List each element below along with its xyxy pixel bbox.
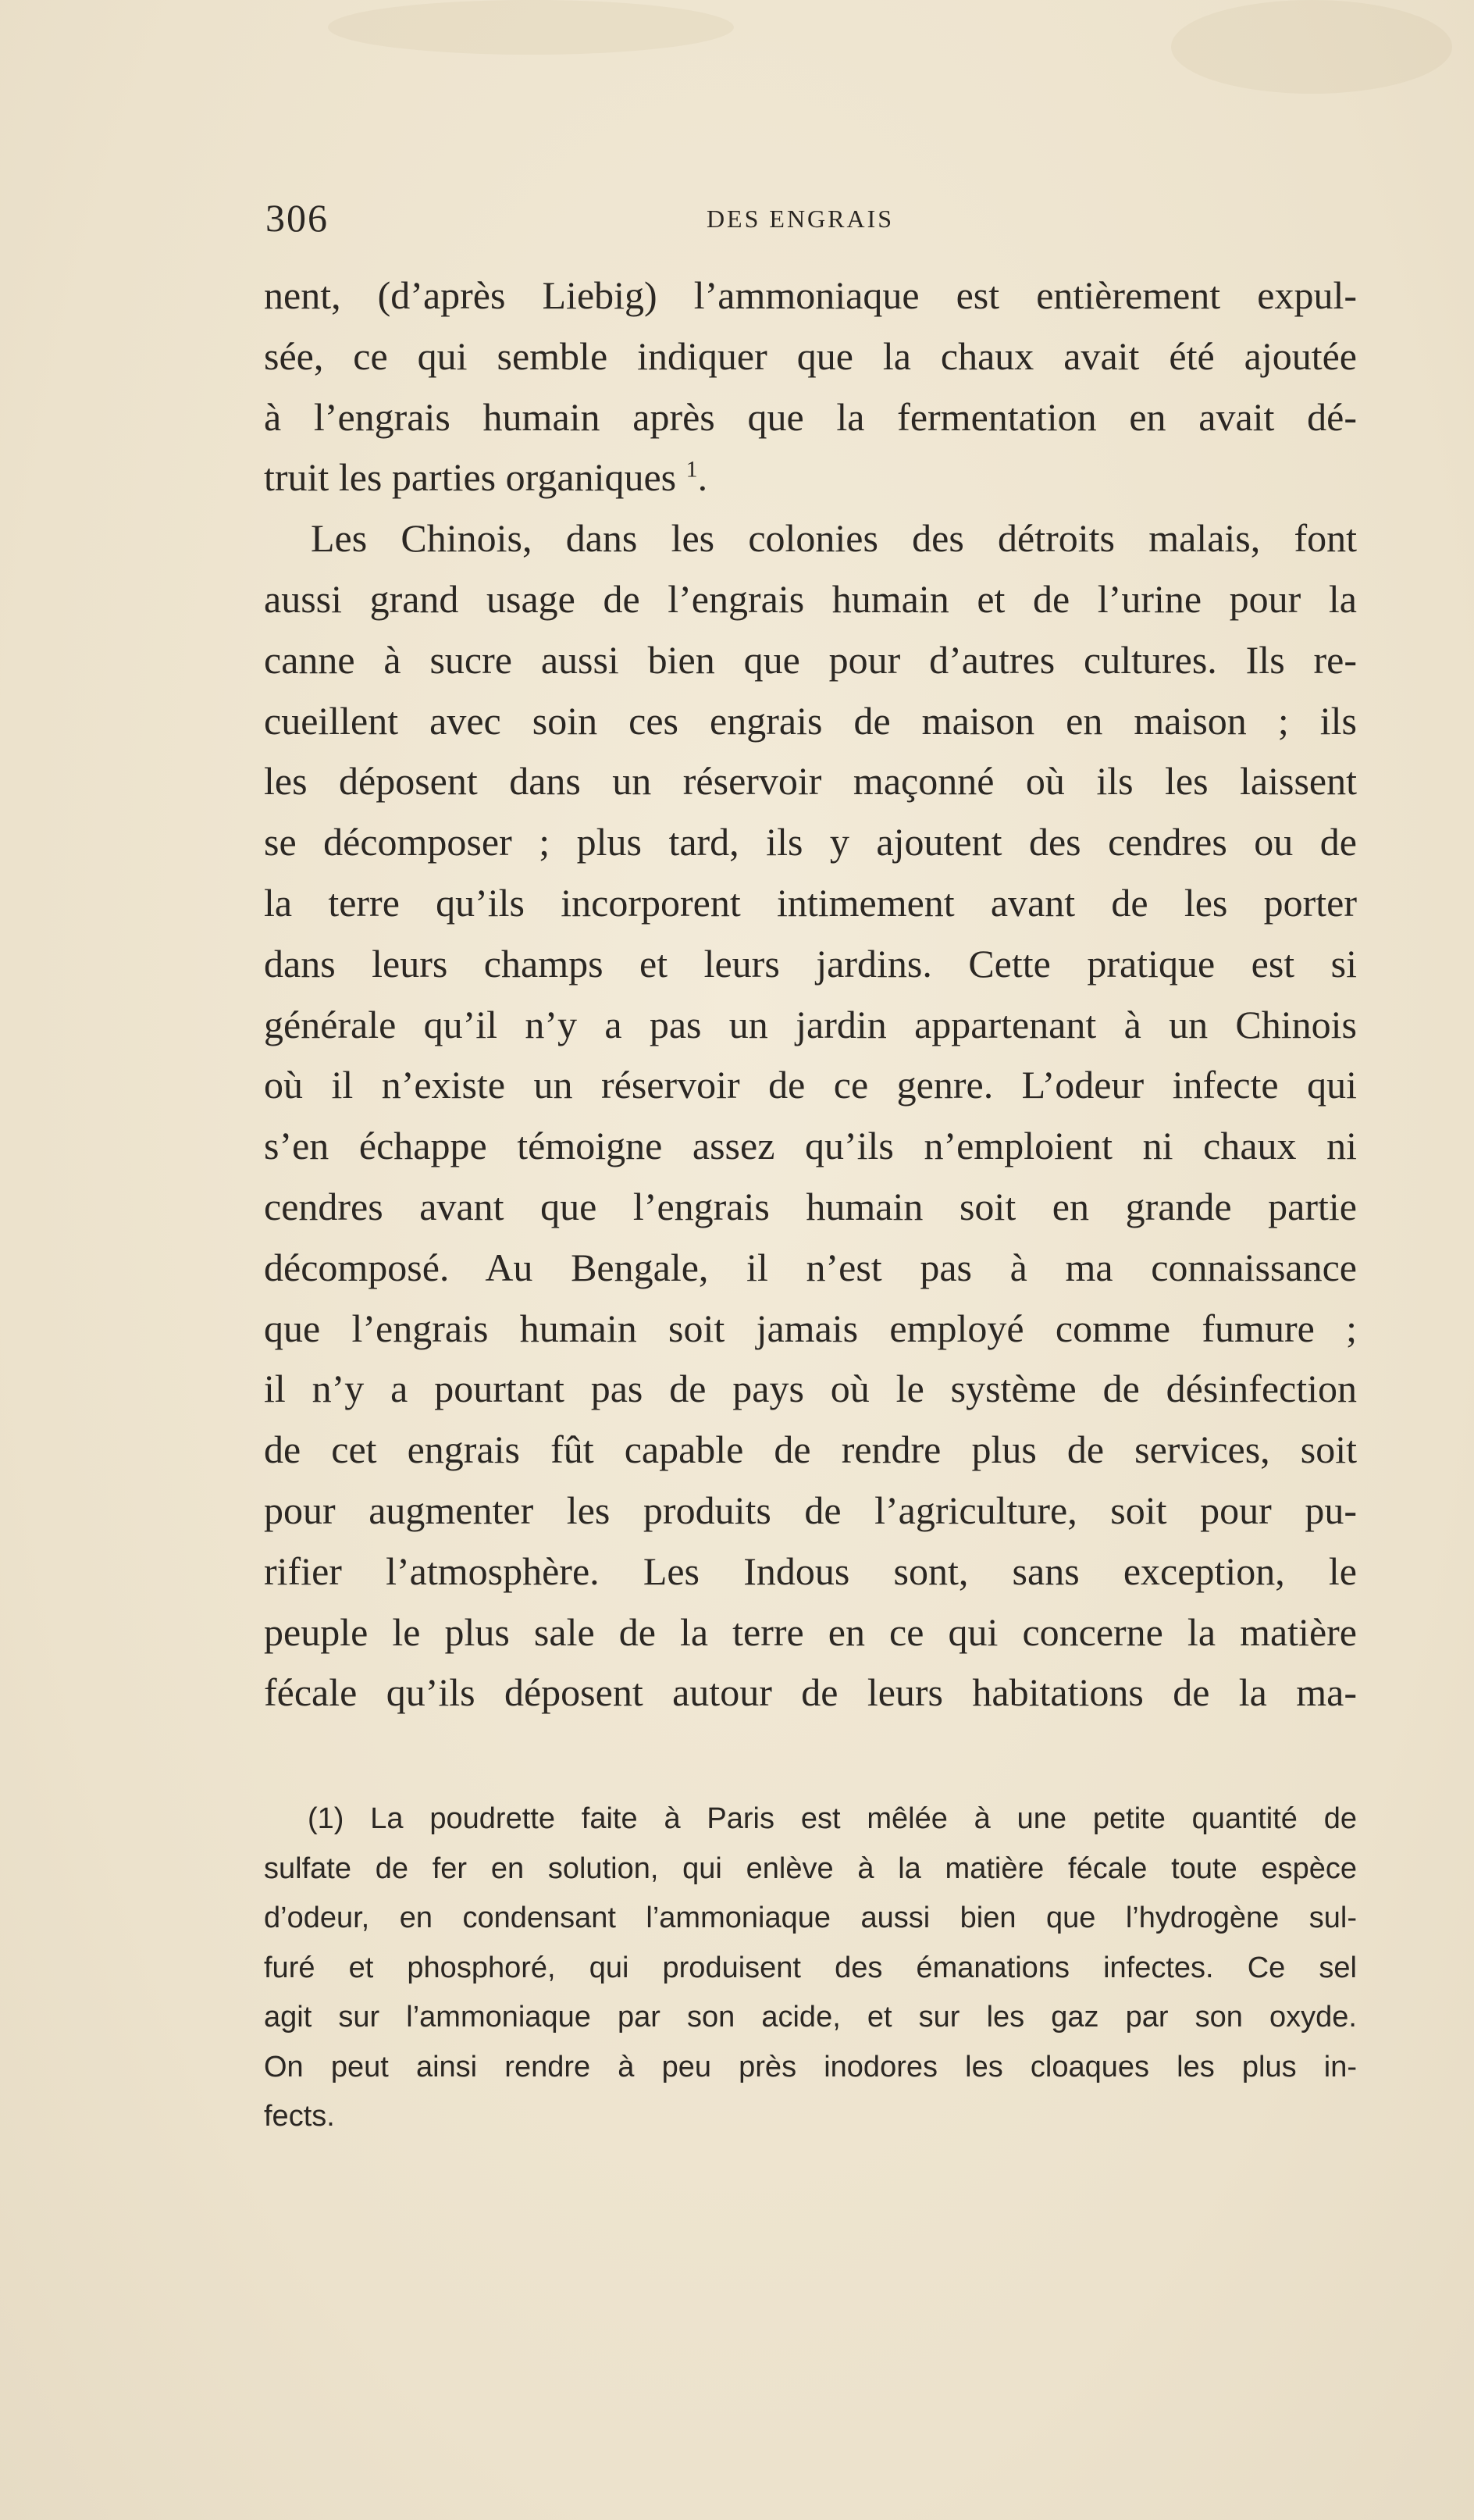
body-line: les déposent dans un réservoir maçonné où ils les laissent [264, 759, 1357, 804]
footnote-line: agit sur l’ammoniaque par son acide, et sur les gaz par son oxyde. [264, 2001, 1357, 2033]
body-line: générale qu’il n’y a pas un jardin appartenant à un Chinois [264, 1002, 1357, 1046]
body-line: s’en échappe témoigne assez qu’ils n’emploient ni chaux ni [264, 1124, 1357, 1168]
body-line [264, 447, 1357, 508]
body-line: où il n’existe un réservoir de ce genre. L’odeur infecte qui [264, 1063, 1357, 1107]
body-line: à l’engrais humain après que la fermentation en avait dé- [264, 394, 1357, 439]
body-line: canne à sucre aussi bien que pour d’autres cultures. Ils re- [264, 637, 1357, 682]
footnote-line: (1) La poudrette faite à Paris est mêlée à une petite quantité de [308, 1802, 1357, 1835]
running-title: DES ENGRAIS [706, 205, 895, 233]
body-line: nent, (d’après Liebig) l’ammoniaque est entièrement expul- [264, 273, 1357, 317]
page-number: 306 [265, 196, 329, 240]
body-line: fécale qu’ils déposent autour de leurs habitations de la ma- [264, 1670, 1357, 1715]
footnote-line: fects. [264, 2100, 335, 2133]
body-line: Les Chinois, dans les colonies des détroits malais, font [311, 516, 1357, 561]
body-line: décomposé. Au Bengale, il n’est pas à ma connaissance [264, 1245, 1357, 1289]
body-line: de cet engrais fût capable de rendre plus de services, soit [264, 1428, 1357, 1472]
body-line: se décomposer ; plus tard, ils y ajoutent des cendres ou de [264, 820, 1357, 864]
body-text [264, 266, 1357, 1723]
footnote-line: On peut ainsi rendre à peu près inodores les cloaques les plus in- [264, 2050, 1357, 2083]
body-line: rifier l’atmosphère. Les Indous sont, sans exception, le [264, 1549, 1357, 1593]
paper-stain [1171, 0, 1452, 94]
body-line: peuple le plus sale de la terre en ce qui concerne la matière [264, 1609, 1357, 1654]
page-header [265, 195, 1366, 242]
footnote-line: furé et phosphoré, qui produisent des émanations infectes. Ce sel [264, 1951, 1357, 1984]
footnote [264, 1795, 1357, 2142]
body-line: que l’engrais humain soit jamais employé comme fumure ; [264, 1306, 1357, 1350]
footnote-line: sulfate de fer en solution, qui enlève à la matière fécale toute espèce [264, 1852, 1357, 1885]
body-line: aussi grand usage de l’engrais humain et de l’urine pour la [264, 576, 1357, 621]
paper-stain [328, 0, 734, 55]
body-line-punctuation: . [697, 455, 708, 500]
body-line: la terre qu’ils incorporent intimement avant de les porter [264, 880, 1357, 925]
body-line-text: truit les parties organiques [264, 455, 677, 500]
footnote-reference: 1 [685, 456, 698, 483]
body-line: cueillent avec soin ces engrais de maison en maison ; ils [264, 698, 1357, 743]
footnote-line: d’odeur, en condensant l’ammoniaque aussi bien que l’hydrogène sul- [264, 1902, 1357, 1934]
body-line: cendres avant que l’engrais humain soit en grande partie [264, 1184, 1357, 1228]
body-line: dans leurs champs et leurs jardins. Cette pratique est si [264, 941, 1357, 986]
body-line: sée, ce qui semble indiquer que la chaux avait été ajoutée [264, 333, 1357, 378]
body-line: il n’y a pourtant pas de pays où le système de désinfection [264, 1367, 1357, 1411]
body-line: pour augmenter les produits de l’agriculture, soit pour pu- [264, 1488, 1357, 1532]
